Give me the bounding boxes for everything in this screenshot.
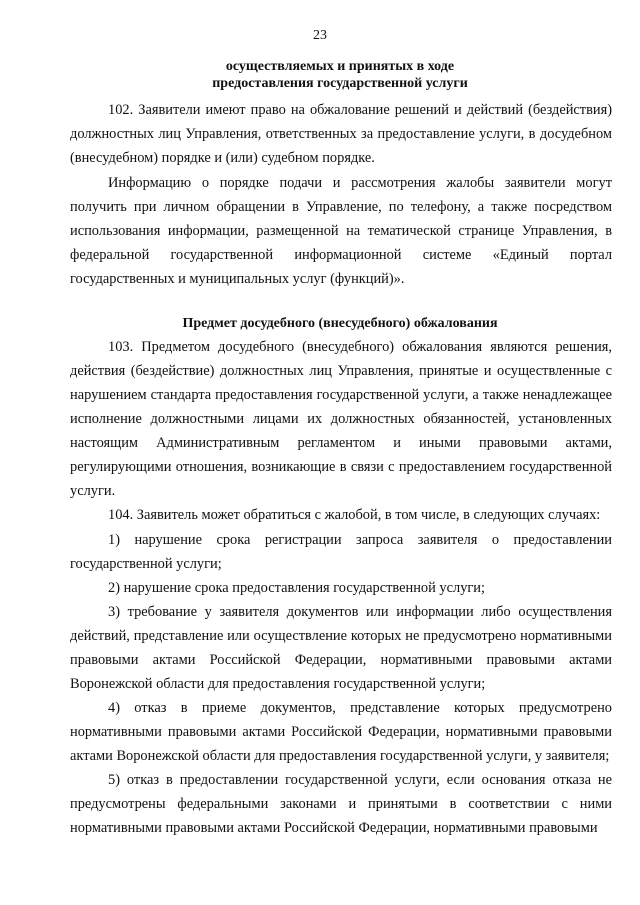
paragraph-102: 102. Заявители имеют право на обжалование решений и действий (бездействия) должностных лиц Управления, ответственных за предоставление услуги, в досудебном (внесудебном) порядке и (или) судебном порядке.: [70, 102, 612, 166]
paragraph-104: 104. Заявитель может обратиться с жалобой, в том числе, в следующих случаях:: [108, 507, 601, 523]
page-number: 23: [313, 28, 327, 43]
section-heading-line-2: предоставления государственной услуги: [212, 76, 468, 91]
section-heading: [70, 58, 610, 92]
list-item-4: 4) отказ в приеме документов, представление которых предусмотрено нормативными правовыми актами Российской Федерации, нормативными правовыми актами Воронежской области для предоставления государственной услуги, у заявителя;: [70, 700, 612, 764]
list-item-5: 5) отказ в предоставлении государственной услуги, если основания отказа не предусмотрены федеральными законами и принятыми в соответствии с ними нормативными правовыми актами Российской Федерации, нормативными правовыми: [70, 772, 612, 836]
list-item-3: 3) требование у заявителя документов или информации либо осуществления действий, представление или осуществление которых не предусмотрено нормативными правовыми актами Российской Федерации, нормативными правовыми актами Воронежской области для предоставления государственной услуги;: [70, 604, 612, 692]
section-heading-line-1: осуществляемых и принятых в ходе: [225, 59, 455, 74]
paragraph-info: Информацию о порядке подачи и рассмотрения жалобы заявители могут получить при личном обращении в Управление, по телефону, а также посредством использования информации, размещенной на тематической странице Управления, в федеральной государственной информационной системе «Единый портал государственных и муниципальных услуг (функций)».: [70, 175, 612, 287]
subject-heading: Предмет досудебного (внесудебного) обжалования: [182, 316, 498, 331]
list-item-1: 1) нарушение срока регистрации запроса заявителя о предоставлении государственной услуги;: [70, 532, 612, 572]
paragraph-103: 103. Предметом досудебного (внесудебного) обжалования являются решения, действия (бездействие) должностных лиц Управления, принятые и осуществленные с нарушением стандарта предоставления государственной услуги, а также ненадлежащее исполнение должностными лицами их должностных обязанностей, установленных настоящим Административным регламентом и иными правовыми актами, регулирующими отношения, возникающие в связи с предоставлением государственной услуги.: [70, 339, 612, 499]
list-item-2: 2) нарушение срока предоставления государственной услуги;: [108, 580, 485, 596]
